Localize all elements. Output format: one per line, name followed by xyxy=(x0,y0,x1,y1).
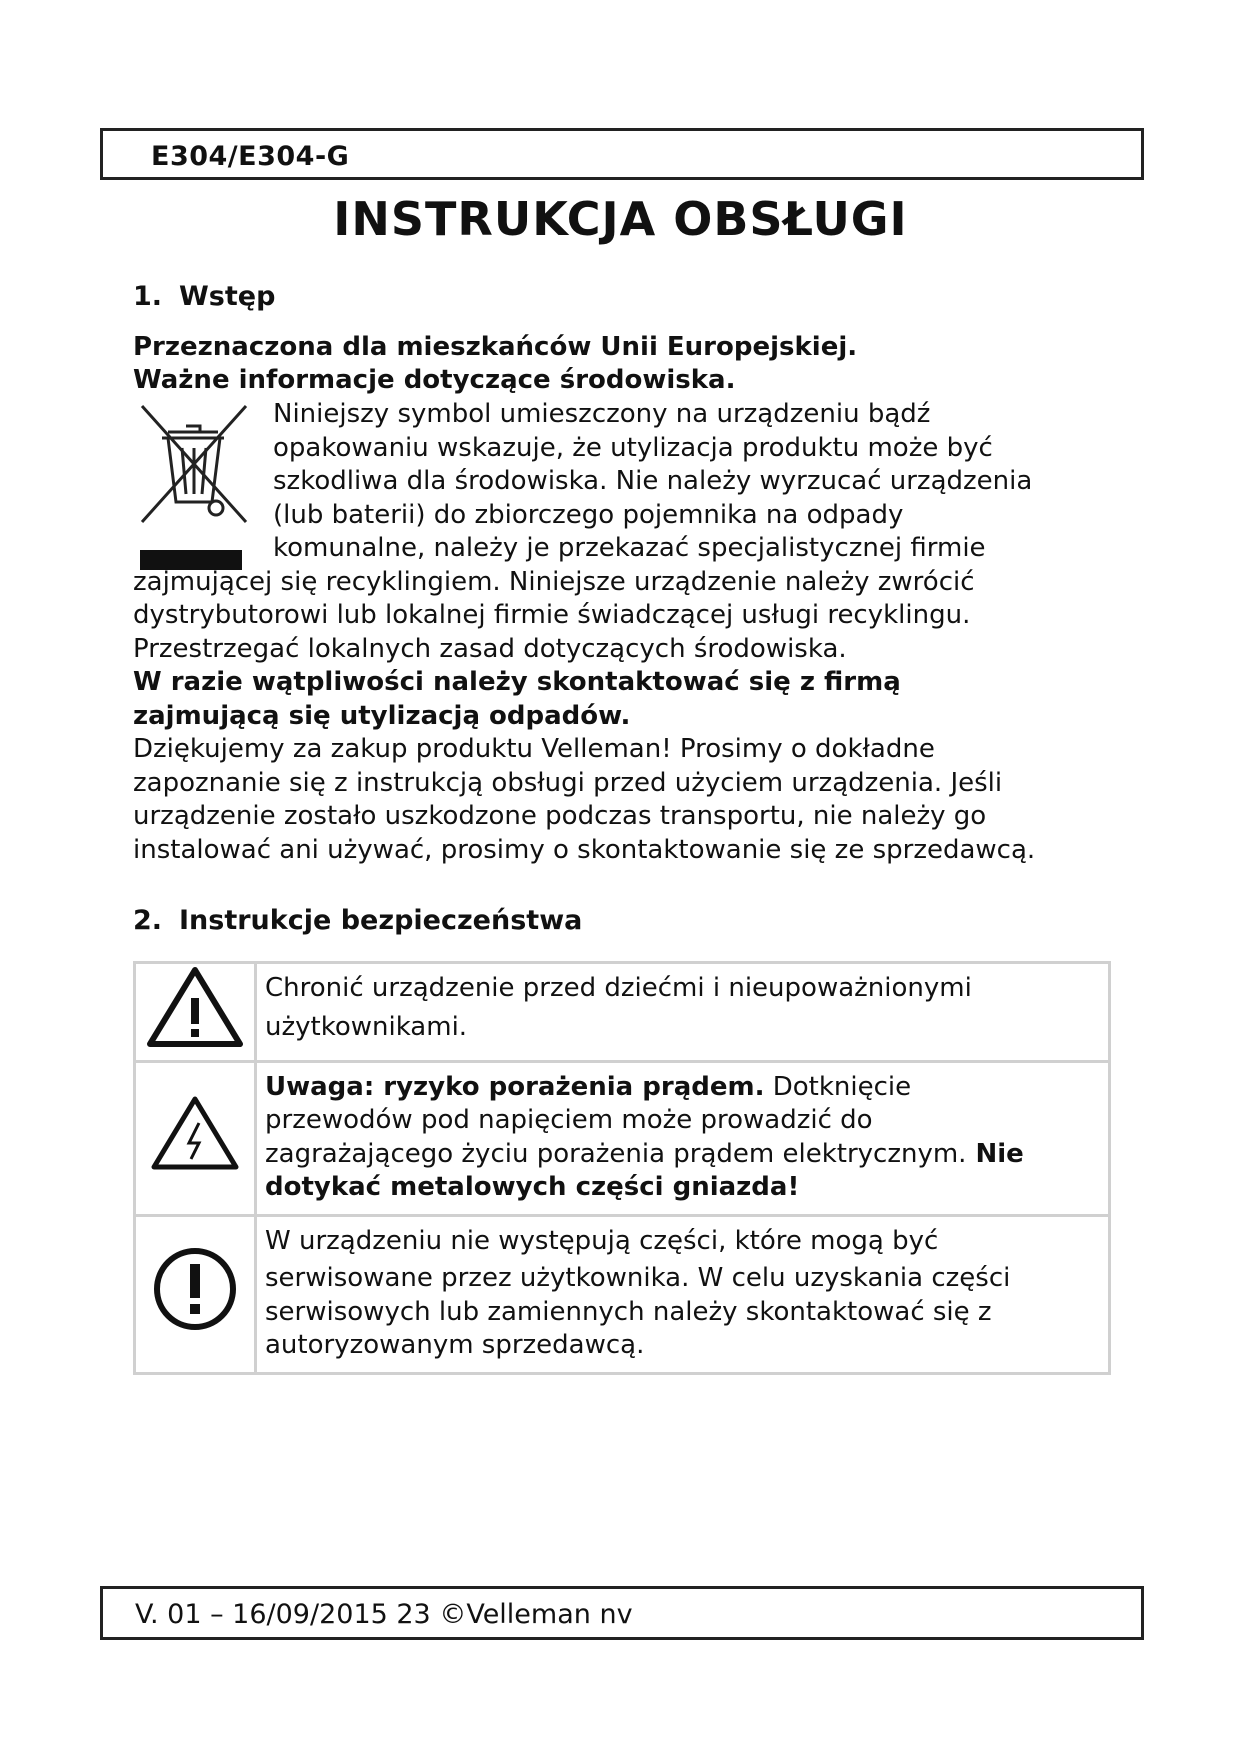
env-line: komunalne, należy je przekazać specjalistycznej firmie xyxy=(273,533,986,563)
safety-text-line xyxy=(265,1071,1102,1105)
environment-paragraph xyxy=(133,398,1123,867)
safety-text-line xyxy=(265,1138,1102,1172)
thanks-line: zapoznanie się z instrukcją obsługi przed użyciem urządzenia. Jeśli xyxy=(133,767,1003,798)
exclamation-circle-icon xyxy=(150,1244,240,1334)
section-2-title: Instrukcje bezpieczeństwa xyxy=(179,905,583,936)
env-line: szkodliwa dla środowiska. Nie należy wyrzucać urządzenia xyxy=(273,466,1033,496)
env-line: dystrybutorowi lub lokalnej firmie świadczącej usługi recyklingu. xyxy=(133,600,971,630)
safety-text-line: użytkownikami. xyxy=(265,1011,468,1042)
safety-row xyxy=(135,963,1110,1062)
safety-icon-cell xyxy=(135,1061,256,1215)
doubt-line-2: zajmującą się utylizacją odpadów. xyxy=(133,700,631,731)
safety-icon-cell xyxy=(135,963,256,1062)
doubt-line-1: W razie wątpliwości należy skontaktować się z firmą xyxy=(133,667,901,697)
thanks-line: urządzenie zostało uszkodzone podczas transportu, nie należy go xyxy=(133,801,987,831)
electric-shock-icon xyxy=(149,1093,241,1173)
footer-box xyxy=(100,1586,1144,1640)
section-1-heading xyxy=(133,281,275,312)
safety-text-line: serwisowych lub zamiennych należy skontaktować się z xyxy=(265,1296,992,1327)
section-2-heading xyxy=(133,905,582,936)
safety-text-cell xyxy=(256,963,1110,1062)
warning-triangle-icon xyxy=(145,964,245,1050)
safety-text-line: przewodów pod napięciem może prowadzić do xyxy=(265,1105,873,1135)
shock-text: zagrażającego życiu porażenia prądem elektrycznym. xyxy=(265,1138,967,1169)
safety-text-line: autoryzowanym sprzedawcą. xyxy=(265,1330,645,1360)
env-line: Niniejszy symbol umieszczony na urządzeniu bądź xyxy=(273,399,931,429)
eu-notice-line-2: Ważne informacje dotyczące środowiska. xyxy=(133,365,736,395)
safety-row xyxy=(135,1215,1110,1373)
model-header-box xyxy=(100,128,1144,180)
env-line: (lub baterii) do zbiorczego pojemnika na odpady xyxy=(273,499,904,530)
section-2-number: 2. xyxy=(133,905,163,936)
safety-text-line: W urządzeniu nie występują części, które mogą być xyxy=(265,1225,939,1256)
env-line: Przestrzegać lokalnych zasad dotyczących środowiska. xyxy=(133,633,847,664)
env-line: zajmującej się recyklingiem. Niniejsze urządzenie należy zwrócić xyxy=(133,566,975,597)
page-title: INSTRUKCJA OBSŁUGI xyxy=(333,192,908,246)
safety-text-line: serwisowane przez użytkownika. W celu uzyskania części xyxy=(265,1263,1011,1293)
shock-bold-end: Nie xyxy=(966,1138,1024,1169)
safety-text-cell xyxy=(256,1215,1110,1373)
eu-notice-line-1: Przeznaczona dla mieszkańców Unii Europejskiej. xyxy=(133,332,858,362)
safety-row xyxy=(135,1061,1110,1215)
shock-warning-bold: Uwaga: ryzyko porażenia prądem. xyxy=(265,1071,765,1102)
section-1-title: Wstęp xyxy=(179,281,276,312)
safety-text-line: Chronić urządzenie przed dziećmi i nieupoważnionymi xyxy=(265,973,972,1003)
safety-text-cell xyxy=(256,1061,1110,1215)
safety-text-line: dotykać metalowych części gniazda! xyxy=(265,1172,800,1202)
thanks-line: instalować ani używać, prosimy o skontaktowanie się ze sprzedawcą. xyxy=(133,834,1036,865)
env-line: opakowaniu wskazuje, że utylizacja produktu może być xyxy=(273,432,993,463)
section-1-number: 1. xyxy=(133,281,163,312)
safety-icon-cell xyxy=(135,1215,256,1373)
footer-text: V. 01 – 16/09/2015 23 ©Velleman nv xyxy=(135,1599,633,1630)
thanks-line: Dziękujemy za zakup produktu Velleman! Prosimy o dokładne xyxy=(133,734,935,764)
safety-table xyxy=(133,961,1111,1375)
model-number: E304/E304-G xyxy=(151,141,350,172)
shock-text: Dotknięcie xyxy=(764,1071,912,1102)
